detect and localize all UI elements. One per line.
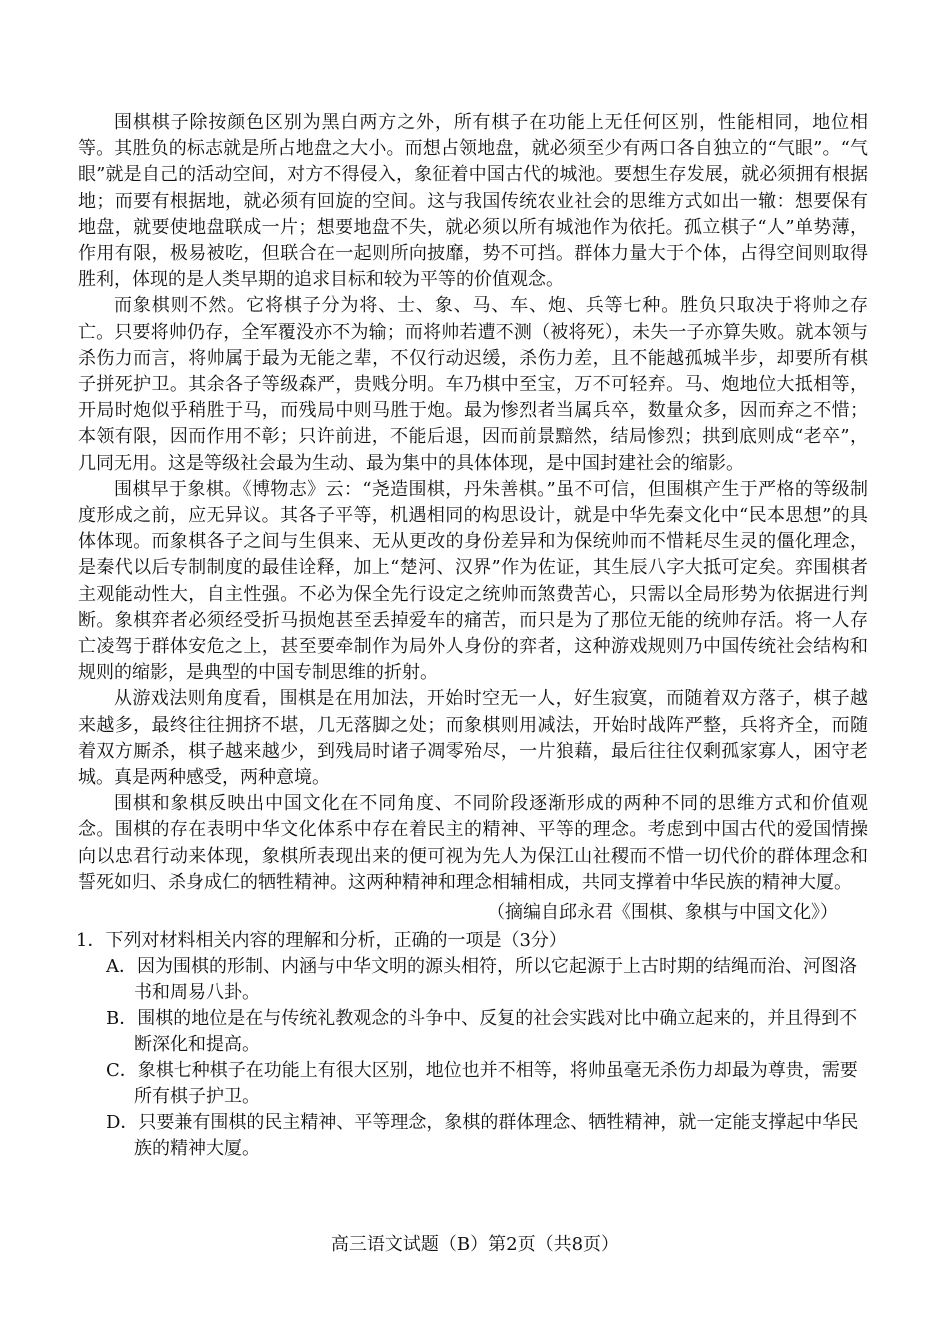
article-paragraph-2: 而象棋则不然。它将棋子分为将、士、象、马、车、炮、兵等七种。胜负只取决于将帅之存亡。只要将帅仍存，全军覆没亦不为输；而将帅若遭不测（被将死），未失一子亦算失败。就本领与杀伤力而言，将帅属于最为无能之辈，不仅行动迟缓，杀伤力差，且不能越孤城半步，却要所有棋子拼死护卫。其余各子等级森严，贵贱分明。车乃棋中至宝，万不可轻弃。马、炮地位大抵相等，开局时炮似乎稍胜于马，而残局中则马胜于炮。最为惨烈者当属兵卒，数量众多，因而弃之不惜；本领有限，因而作用不彰；只许前进，不能后退，因而前景黯然，结局惨烈；拱到底则成“老卒”，几同无用。这是等级社会最为生动、最为集中的具体体现，是中国封建社会的缩影。 bbox=[78, 295, 868, 474]
option-c: C．象棋七种棋子在功能上有很大区别，地位也并不相等，将帅虽毫无杀伤力却最为尊贵，需要所有棋子护卫。 bbox=[106, 1060, 858, 1108]
question-1 bbox=[76, 928, 866, 1162]
question-stem: 1．下列对材料相关内容的理解和分析，正确的一项是（3分） bbox=[76, 930, 567, 952]
page-footer: 高三语文试题（B）第2页（共8页） bbox=[330, 1234, 620, 1255]
article-body bbox=[78, 110, 868, 1162]
article-paragraph-5: 围棋和象棋反映出中国文化在不同角度、不同阶段逐渐形成的两种不同的思维方式和价值观念。围棋的存在表明中华文化体系中存在着民主的精神、平等的理念。考虑到中国古代的爱国情操向以忠君行动来体现，象棋所表现出来的便可视为先人为保江山社稷而不惜一切代价的群体理念和誓死如归、杀身成仁的牺牲精神。这两种精神和理念相辅相成，共同支撑着中华民族的精神大厦。 bbox=[78, 793, 868, 893]
article-paragraph-1: 围棋棋子除按颜色区别为黑白两方之外，所有棋子在功能上无任何区别，性能相同，地位相等。其胜负的标志就是所占地盘之大小。而想占领地盘，就必须至少有两口各自独立的“气眼”。“气眼”就是自己的活动空间，对方不得侵入，象征着中国古代的城池。要想生存发展，就必须拥有根据地；而要有根据地，就必须有回旋的空间。这与我国传统农业社会的思维方式如出一辙：想要保有地盘，就要使地盘联成一片；想要地盘不失，就必须以所有城池作为依托。孤立棋子“人”单势薄，作用有限，极易被吃，但联合在一起则所向披靡，势不可挡。群体力量大于个体，占得空间则取得胜利，体现的是人类早期的追求目标和较为平等的价值观念。 bbox=[78, 112, 868, 291]
option-b: B．围棋的地位是在与传统礼教观念的斗争中、反复的社会实践对比中确立起来的，并且得到不断深化和提高。 bbox=[106, 1008, 858, 1056]
article-paragraph-4: 从游戏法则角度看，围棋是在用加法，开始时空无一人，好生寂寞，而随着双方落子，棋子越来越多，最终往往拥挤不堪，几无落脚之处；而象棋则用减法，开始时战阵严整，兵将齐全，而随着双方厮杀，棋子越来越少，到残局时诸子凋零殆尽，一片狼藉，最后往往仅剩孤家寡人，困守老城。真是两种感受，两种意境。 bbox=[78, 688, 868, 789]
article-paragraph-3: 围棋早于象棋。《博物志》云：“尧造围棋，丹朱善棋。”虽不可信，但围棋产生于严格的等级制度形成之前，应无异议。其各子平等，机遇相同的构思设计，就是中华先秦文化中“民本思想”的具体体现。而象棋各子之间与生俱来、无从更改的身份差异和为保统帅而不惜耗尽生灵的僵化理念，是秦代以后专制制度的最佳诠释，加上“楚河、汉界”作为佐证，其生辰八字大抵可定矣。弈围棋者主观能动性大，自主性强。不必为保全先行设定之统帅而煞费苦心，只需以全局形势为依据进行判断。象棋弈者必须经受折马损炮甚至丢掉爱车的痛苦，而只是为了那位无能的统帅存活。将一人存亡凌驾于群体安危之上，甚至要牵制作为局外人身份的弈者，这种游戏规则乃中国传统社会结构和规则的缩影，是典型的中国专制思维的折射。 bbox=[78, 478, 868, 684]
option-d: D．只要兼有围棋的民主精神、平等理念，象棋的群体理念、牺牲精神，就一定能支撑起中华民族的精神大厦。 bbox=[106, 1112, 859, 1160]
option-a: A．因为围棋的形制、内涵与中华文明的源头相符，所以它起源于上古时期的结绳而治、河图洛书和周易八卦。 bbox=[106, 956, 857, 1004]
article-source: （摘编自邱永君《围棋、象棋与中国文化》） bbox=[487, 902, 838, 924]
